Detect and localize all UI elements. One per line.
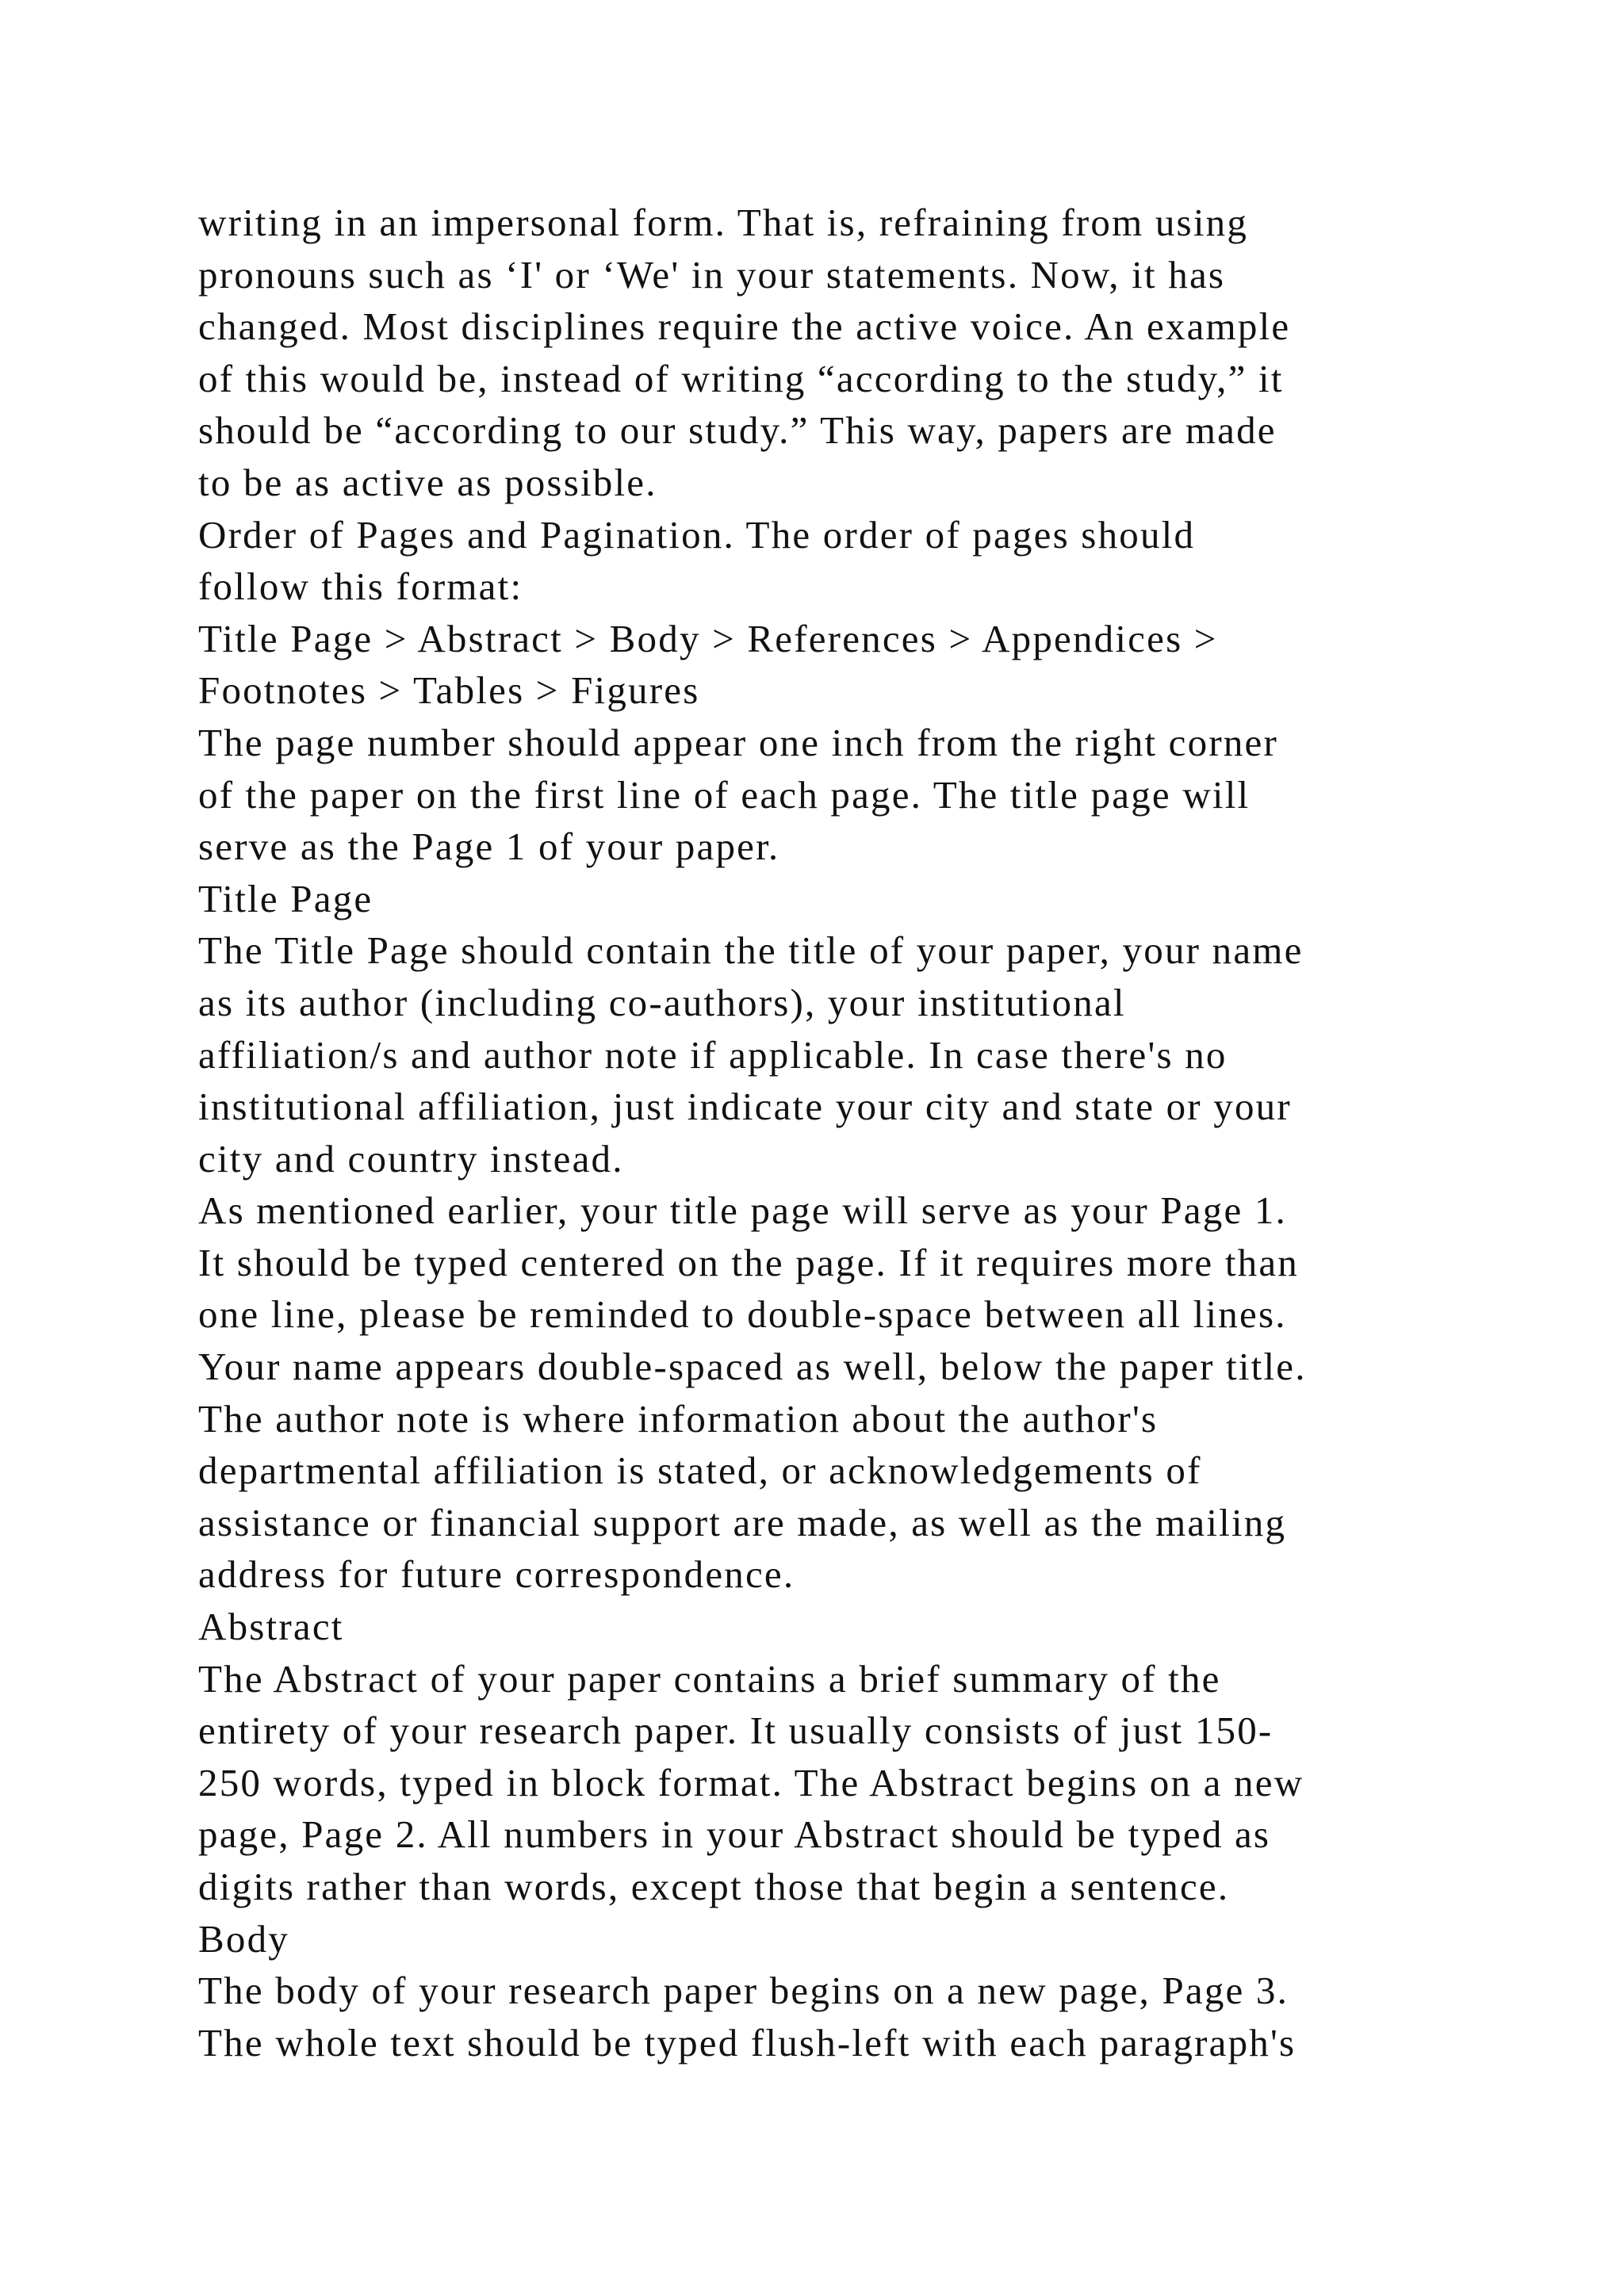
document-body <box>198 197 1483 2068</box>
text-line: of this would be, instead of writing “according to the study,” it <box>198 356 1284 400</box>
text-line: pronouns such as ‘I' or ‘We' in your statements. Now, it has <box>198 252 1226 297</box>
text-line: as its author (including co-authors), your institutional <box>198 980 1126 1024</box>
page-order-sequence: Title Page > Abstract > Body > References > Appendices > <box>198 616 1218 660</box>
text-line: one line, please be reminded to double-space between all lines. <box>198 1292 1287 1337</box>
text-line: page, Page 2. All numbers in your Abstract should be typed as <box>198 1812 1271 1857</box>
text-line: assistance or financial support are made, as well as the mailing <box>198 1500 1287 1544</box>
text-line: The page number should appear one inch from the right corner <box>198 720 1279 764</box>
text-line: 250 words, typed in block format. The Abstract begins on a new <box>198 1760 1304 1804</box>
text-line: to be as active as possible. <box>198 460 657 504</box>
text-line: The body of your research paper begins on a new page, Page 3. <box>198 1969 1289 2013</box>
text-line: digits rather than words, except those that begin a sentence. <box>198 1865 1230 1908</box>
page-order-sequence: Footnotes > Tables > Figures <box>198 668 700 713</box>
section-heading-order-of-pages: Order of Pages and Pagination. The order of pages should <box>198 512 1196 557</box>
text-line: of the paper on the first line of each page. The title page will <box>198 772 1251 817</box>
section-heading-body: Body <box>198 1916 289 1961</box>
text-line: city and country instead. <box>198 1136 624 1181</box>
text-line: As mentioned earlier, your title page will serve as your Page 1. <box>198 1188 1288 1233</box>
text-line: follow this format: <box>198 564 523 609</box>
text-line: changed. Most disciplines require the active voice. An example <box>198 304 1291 349</box>
text-line: The author note is where information about the author's <box>198 1396 1159 1441</box>
text-line: departmental affiliation is stated, or acknowledgements of <box>198 1448 1202 1493</box>
text-line: should be “according to our study.” This way, papers are made <box>198 408 1277 453</box>
text-line: writing in an impersonal form. That is, refraining from using <box>198 201 1249 244</box>
section-heading-abstract: Abstract <box>198 1605 344 1649</box>
text-line: It should be typed centered on the page. If it requires more than <box>198 1240 1299 1284</box>
text-line: serve as the Page 1 of your paper. <box>198 825 780 869</box>
text-line: institutional affiliation, just indicate your city and state or your <box>198 1085 1292 1129</box>
text-line: entirety of your research paper. It usually consists of just 150- <box>198 1709 1274 1753</box>
section-heading-title-page: Title Page <box>198 876 373 920</box>
text-line: The Abstract of your paper contains a brief summary of the <box>198 1656 1221 1701</box>
text-line: address for future correspondence. <box>198 1552 795 1597</box>
text-line: The Title Page should contain the title of your paper, your name <box>198 928 1304 973</box>
text-line: The whole text should be typed flush-left with each paragraph's <box>198 2020 1297 2064</box>
text-line: affiliation/s and author note if applicable. In case there's no <box>198 1032 1228 1077</box>
text-line: Your name appears double-spaced as well, below the paper title. <box>198 1345 1307 1389</box>
